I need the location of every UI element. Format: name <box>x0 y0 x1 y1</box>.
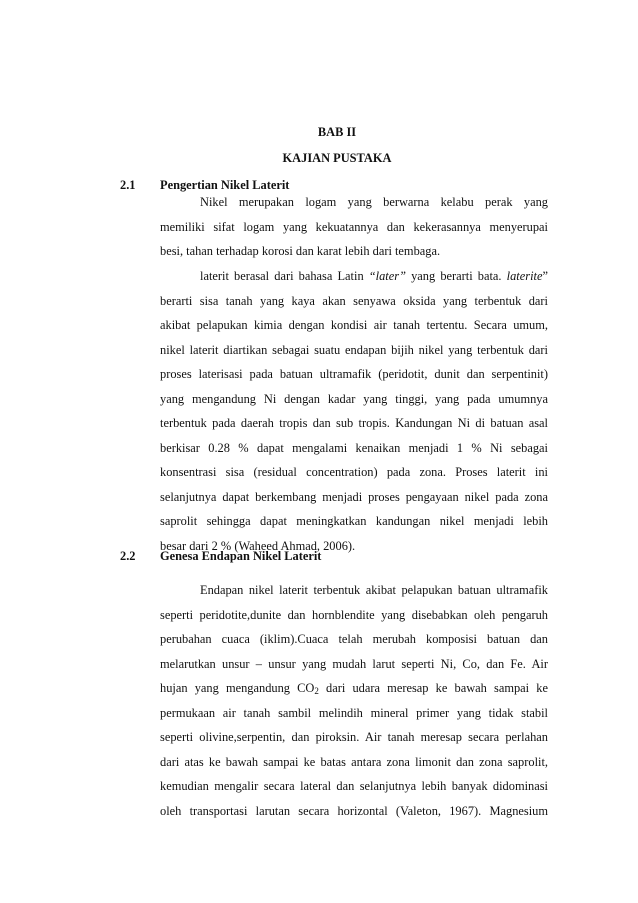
text-line: berarti sisa tanah yang kaya akan senyawa oksida yang terbentuk dari <box>160 293 548 308</box>
text-line: selanjutnya dapat berkembang menjadi proses pengayaan nikel pada zona <box>160 489 548 504</box>
paragraph <box>160 269 548 563</box>
section-number: 2.1 <box>120 178 136 192</box>
italic-term: “later” <box>368 269 406 283</box>
text-line: besar dari 2 % (Waheed Ahmad, 2006). <box>160 538 356 553</box>
text-line: proses laterisasi pada batuan ultramafik (peridotit, dunit dan serpentinit) <box>160 367 548 381</box>
text-line: melarutkan unsur – unsur yang mudah larut seperti Ni, Co, dan Fe. Air <box>160 656 548 671</box>
text-line: konsentrasi sisa (residual concentration) pada zona. Proses laterit ini <box>160 465 548 479</box>
section-title: Genesa Endapan Nikel Laterit <box>160 549 322 563</box>
section-number: 2.2 <box>120 549 136 563</box>
text-line: Nikel merupakan logam yang berwarna kelabu perak yang <box>200 195 548 209</box>
text-run: hujan yang mengandung CO <box>160 681 315 695</box>
text-run: dari udara meresap ke bawah sampai ke <box>326 681 548 695</box>
text-run: yang berarti bata. <box>411 269 502 283</box>
text-line <box>160 269 548 294</box>
text-line: kemudian mengalir secara lateral dan selanjutnya lebih banyak didominasi <box>160 779 548 793</box>
text-line: dari atas ke bawah sampai ke batas antara zona limonit dan zona saprolit, <box>160 754 548 769</box>
text-line: saprolit sehingga dapat meningkatkan kandungan nikel menjadi lebih <box>160 514 548 528</box>
text-line: akibat pelapukan kimia dengan kondisi air tanah tertentu. Secara umum, <box>160 318 548 332</box>
text-line: memiliki sifat logam yang kekuatannya dan kekerasannya menyerupai <box>160 219 548 234</box>
subscript: 2 <box>314 686 319 696</box>
text-line <box>160 681 548 706</box>
italic-term: laterite <box>506 269 543 283</box>
text-line: seperti peridotite,dunite dan hornblendite yang disebabkan oleh pengaruh <box>160 607 548 622</box>
text-line: berkisar 0.28 % dapat mengalami kenaikan menjadi 1 % Ni sebagai <box>160 440 548 455</box>
chapter-heading: BAB II <box>317 125 357 139</box>
text-line: yang mengandung Ni dengan kadar yang tinggi, yang pada umumnya <box>160 391 548 406</box>
text-line: perubahan cuaca (iklim).Cuaca telah merubah komposisi batuan dan <box>160 632 548 646</box>
chapter-title: KAJIAN PUSTAKA <box>282 151 392 165</box>
text-run: ” <box>542 269 548 283</box>
paragraph <box>160 583 548 828</box>
paragraph <box>160 195 548 269</box>
text-line: besi, tahan terhadap korosi dan karat lebih dari tembaga. <box>160 244 441 258</box>
text-line: permukaan air tanah sambil melindih mineral primer yang tidak stabil <box>160 705 548 720</box>
text-line: nikel laterit diartikan sebagai suatu endapan bijih nikel yang terbentuk dari <box>160 342 548 357</box>
text-line: Endapan nikel laterit terbentuk akibat pelapukan batuan ultramafik <box>200 583 548 597</box>
text-line: terbentuk pada daerah tropis dan sub tropis. Kandungan Ni di batuan asal <box>160 416 548 430</box>
text-line: seperti olivine,serpentin, dan piroksin. Air tanah meresap secara perlahan <box>160 730 548 744</box>
section-title: Pengertian Nikel Laterit <box>160 178 290 192</box>
text-line: oleh transportasi larutan secara horizontal (Valeton, 1967). Magnesium <box>160 803 548 818</box>
text-run: laterit berasal dari bahasa Latin <box>200 269 364 283</box>
